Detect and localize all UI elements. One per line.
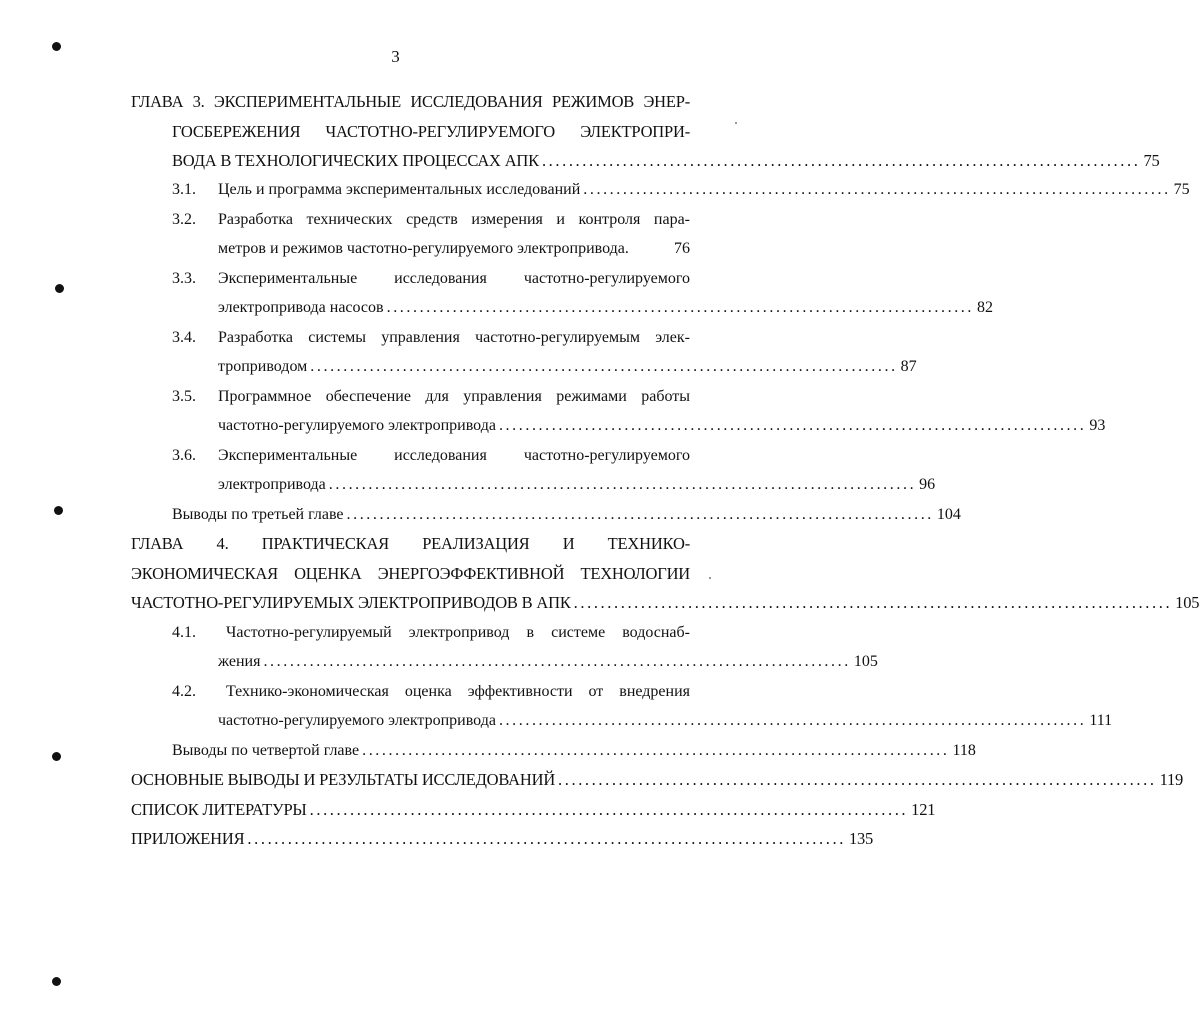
section-title: Цель и программа экспериментальных исследований xyxy=(218,181,581,198)
chapter4-title-line2: ЭКОНОМИЧЕСКАЯ ОЦЕНКА ЭНЕРГОЭФФЕКТИВНОЙ ТЕХНОЛОГИИ xyxy=(131,564,690,583)
section-title-line1: Экспериментальные исследования частотно-регулируемого xyxy=(218,270,690,287)
section-page: 105 xyxy=(853,653,878,670)
chapter4-title-text: ЧАСТОТНО-РЕГУЛИРУЕМЫХ ЭЛЕКТРОПРИВОДОВ В АПК xyxy=(131,593,571,612)
chapter4-title-line1: ГЛАВА 4. ПРАКТИЧЕСКАЯ РЕАЛИЗАЦИЯ И ТЕХНИКО- xyxy=(131,534,690,553)
chapter3-conclusions xyxy=(172,503,961,527)
dot-leader: ......................................................................................... xyxy=(541,151,1141,170)
chapter3-title-text: ВОДА В ТЕХНОЛОГИЧЕСКИХ ПРОЦЕССАХ АПК xyxy=(172,151,539,170)
main-conclusions-page: 119 xyxy=(1159,770,1184,789)
conclusions-page: 104 xyxy=(936,506,961,523)
appendices-page: 135 xyxy=(848,829,874,848)
dot-leader: ......................................................................................... xyxy=(310,358,898,375)
section-title-line2: электропривода насосов xyxy=(218,299,384,316)
section-3-6 xyxy=(218,473,936,497)
section-title-line2: метров и режимов частотно-регулируемого электропривода. xyxy=(218,240,629,257)
dot-leader: ......................................................................................... xyxy=(573,593,1173,612)
section-3-5 xyxy=(218,414,1106,438)
dot-leader: ......................................................................................... xyxy=(346,506,934,523)
section-3-2 xyxy=(218,237,690,261)
section-number: 3.4. xyxy=(172,329,196,346)
section-page: 96 xyxy=(919,476,936,493)
section-title-line2: электропривода xyxy=(218,476,326,493)
chapter4-conclusions xyxy=(172,739,976,763)
section-page: 82 xyxy=(977,299,993,316)
section-3-1 xyxy=(218,178,1190,202)
conclusions-title: Выводы по четвертой главе xyxy=(172,742,360,759)
chapter3-page: 75 xyxy=(1143,151,1160,170)
section-title-line1: Частотно-регулируемый электропривод в системе водоснаб- xyxy=(226,624,690,641)
section-title-line1: Разработка системы управления частотно-регулируемым элек- xyxy=(218,329,690,346)
chapter3-title-line1: ГЛАВА 3. ЭКСПЕРИМЕНТАЛЬНЫЕ ИССЛЕДОВАНИЯ РЕЖИМОВ ЭНЕР- xyxy=(131,92,690,111)
section-title-line1: Технико-экономическая оценка эффективности от внедрения xyxy=(226,683,690,700)
section-title-line2: жения xyxy=(218,653,261,670)
dot-leader: ......................................................................................... xyxy=(386,299,974,316)
dot-leader: ......................................................................................... xyxy=(498,712,1087,729)
section-page: 75 xyxy=(1173,181,1190,198)
section-3-3 xyxy=(218,296,993,320)
main-conclusions xyxy=(131,768,1184,792)
chapter3-title-line2: ГОСБЕРЕЖЕНИЯ ЧАСТОТНО-РЕГУЛИРУЕМОГО ЭЛЕКТРОПРИ- xyxy=(172,122,690,141)
section-page: 76 xyxy=(674,240,690,257)
main-conclusions-title: ОСНОВНЫЕ ВЫВОДЫ И РЕЗУЛЬТАТЫ ИССЛЕДОВАНИЙ xyxy=(131,770,556,789)
dot-leader: ......................................................................................... xyxy=(362,742,950,759)
dot-leader: ......................................................................................... xyxy=(328,476,917,493)
section-number: 3.6. xyxy=(172,447,196,464)
appendices xyxy=(131,827,874,851)
section-number: 4.2. xyxy=(172,683,196,700)
dot-leader: ......................................................................................... xyxy=(498,417,1087,434)
section-title-line1: Экспериментальные исследования частотно-регулируемого xyxy=(218,447,690,464)
section-title-line2: частотно-регулируемого электропривода xyxy=(218,712,496,729)
section-title-line2: троприводом xyxy=(218,358,308,375)
section-number: 3.3. xyxy=(172,270,196,287)
section-title-line1: Программное обеспечение для управления режимами работы xyxy=(218,388,690,405)
section-number: 3.1. xyxy=(172,181,196,198)
appendices-title: ПРИЛОЖЕНИЯ xyxy=(131,829,245,848)
page-number: 3 xyxy=(391,47,400,66)
dot-leader: ......................................................................................... xyxy=(583,181,1171,198)
section-number: 3.5. xyxy=(172,388,196,405)
dot-leader: ......................................................................................... xyxy=(558,770,1157,789)
section-title-line2: частотно-регулируемого электропривода xyxy=(218,417,496,434)
dot-leader: ......................................................................................... xyxy=(247,829,846,848)
chapter3-title-line3 xyxy=(172,149,1160,173)
dot-leader: ......................................................................................... xyxy=(309,800,909,819)
dot-leader: ......................................................................................... xyxy=(263,653,851,670)
references xyxy=(131,798,936,822)
section-page: 93 xyxy=(1089,417,1106,434)
section-4-2 xyxy=(218,709,1113,733)
references-page: 121 xyxy=(911,800,936,819)
section-number: 3.2. xyxy=(172,211,196,228)
references-title: СПИСОК ЛИТЕРАТУРЫ xyxy=(131,800,307,819)
section-number: 4.1. xyxy=(172,624,196,641)
section-title-line1: Разработка технических средств измерения и контроля пара- xyxy=(218,211,690,228)
section-4-1 xyxy=(218,650,878,674)
conclusions-page: 118 xyxy=(952,742,976,759)
conclusions-title: Выводы по третьей главе xyxy=(172,506,344,523)
section-3-4 xyxy=(218,355,917,379)
chapter4-title-line3 xyxy=(131,591,1199,615)
section-page: 87 xyxy=(900,358,917,375)
chapter4-page: 105 xyxy=(1175,593,1199,612)
section-page: 111 xyxy=(1089,712,1113,729)
